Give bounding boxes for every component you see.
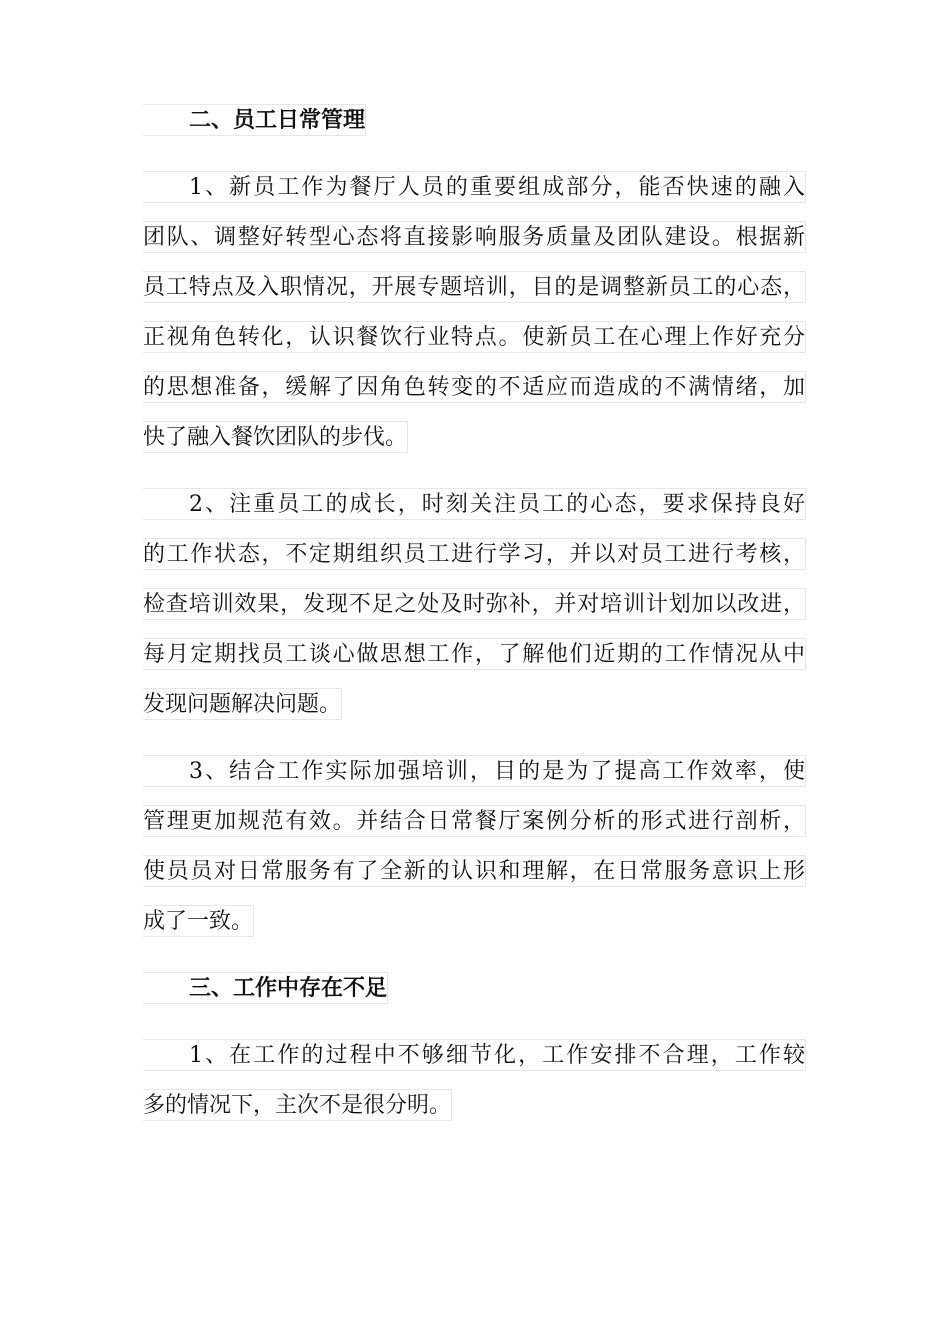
paragraph-line: 1、新员工作为餐厅人员的重要组成部分，能否快速的融入 [143,171,806,203]
paragraph-line: 多的情况下，主次不是很分明。 [143,1089,452,1121]
paragraph-line: 1、在工作的过程中不够细节化，工作安排不合理，工作较 [143,1039,806,1071]
paragraph-line: 2、注重员工的成长，时刻关注员工的心态，要求保持良好 [143,488,806,520]
paragraph-line: 快了融入餐饮团队的步伐。 [143,421,408,453]
section-heading-2: 二、员工日常管理 [143,104,366,136]
paragraph-line: 正视角色转化，认识餐饮行业特点。使新员工在心理上作好充分 [143,321,806,353]
paragraph-line: 成了一致。 [143,905,254,937]
section-heading-3: 三、工作中存在不足 [143,972,388,1004]
paragraph-line: 的工作状态，不定期组织员工进行学习，并以对员工进行考核， [143,538,806,570]
paragraph-line: 的思想准备，缓解了因角色转变的不适应而造成的不满情绪，加 [143,371,806,403]
paragraph-line: 每月定期找员工谈心做思想工作，了解他们近期的工作情况从中 [143,638,806,670]
paragraph-line: 管理更加规范有效。并结合日常餐厅案例分析的形式进行剖析， [143,805,806,837]
paragraph-line: 发现问题解决问题。 [143,688,342,720]
paragraph-line: 使员员对日常服务有了全新的认识和理解，在日常服务意识上形 [143,855,806,887]
paragraph-line: 检查培训效果，发现不足之处及时弥补，并对培训计划加以改进， [143,588,806,620]
paragraph-line: 员工特点及入职情况，开展专题培训，目的是调整新员工的心态， [143,271,806,303]
paragraph-line: 3、结合工作实际加强培训，目的是为了提高工作效率，使 [143,755,806,787]
paragraph-line: 团队、调整好转型心态将直接影响服务质量及团队建设。根据新 [143,221,806,253]
